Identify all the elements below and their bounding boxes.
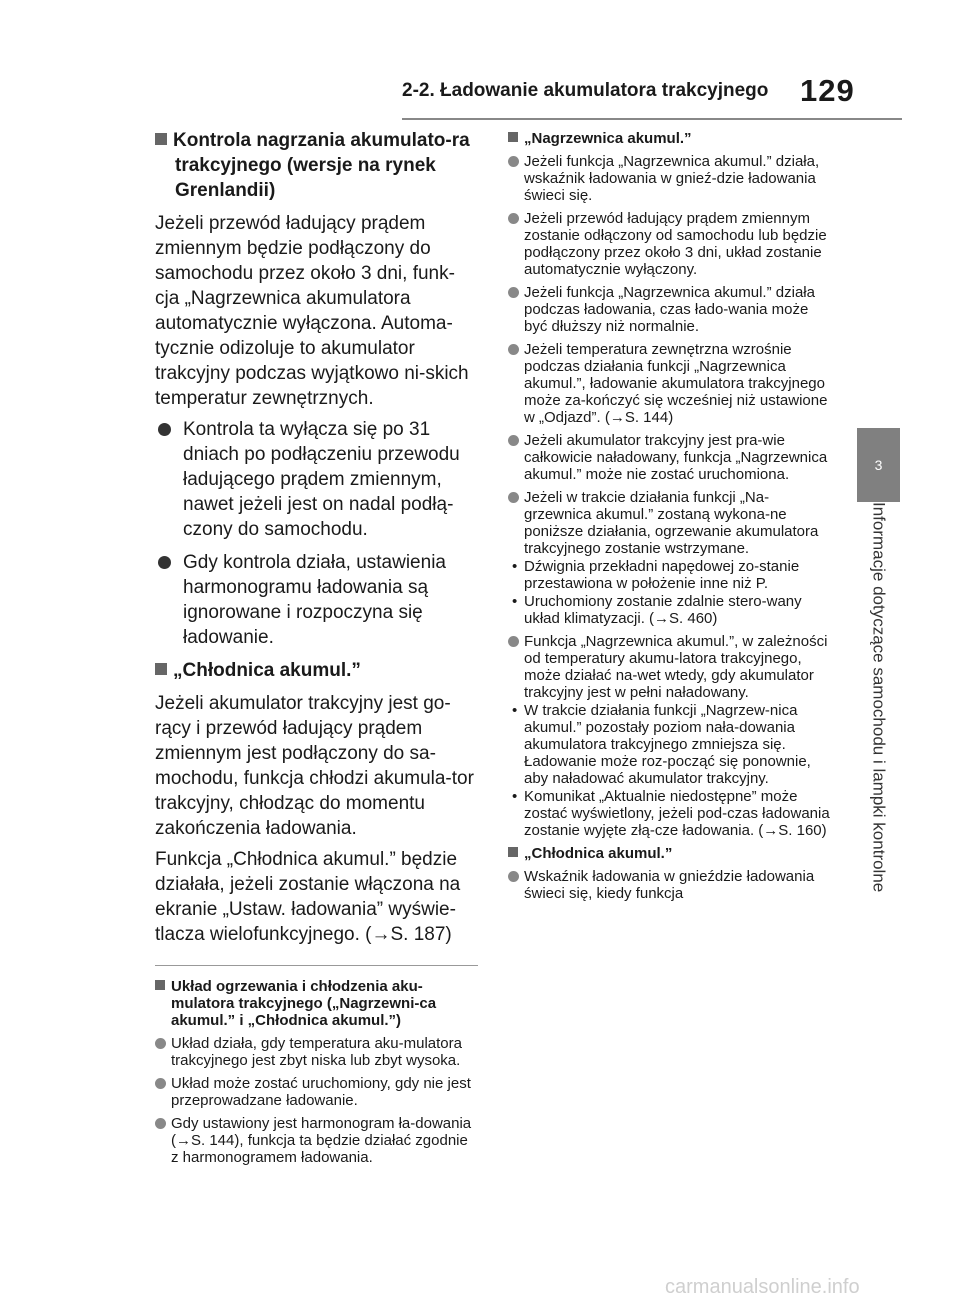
note-heading [508, 845, 833, 862]
right-column [508, 130, 833, 908]
list-item [155, 417, 478, 542]
note-item-text: Jeżeli funkcja „Nagrzewnica akumul.” działa podczas ładowania, czas łado-wania może być dłuższy niż normalnie. [524, 284, 815, 335]
body-paragraph: Jeżeli przewód ładujący prądem zmiennym będzie podłączony do samochodu przez około 3 dni, funk-cja „Nagrzewnica akumulatora automatycznie wyłączona. Automa-tycznie odizoluje to akumulator trakcyjny podczas wyjątkowo ni-skich temperatur zewnętrznych. [155, 213, 469, 409]
circle-bullet-icon [508, 287, 519, 298]
square-bullet-icon [508, 847, 518, 857]
square-bullet-icon [155, 663, 167, 675]
circle-bullet-icon [158, 556, 171, 569]
list-item-text: Kontrola ta wyłącza się po 31 dniach po podłączeniu przewodu ładującego prądem zmiennym, nawet jeżeli jest on nadal podłą-czony do samochodu. [183, 419, 460, 540]
note-item-text: Jeżeli przewód ładujący prądem zmiennym zostanie odłączony od samochodu lub będzie podłączony przez około 3 dni, układ zostanie automatycznie wyłączony. [524, 210, 827, 278]
circle-bullet-icon [508, 636, 519, 647]
circle-bullet-icon [508, 871, 519, 882]
note-heading-text: Układ ogrzewania i chłodzenia aku-mulatora trakcyjnego („Nagrzewni-ca akumul.” i „Chłodnica akumul.”) [171, 978, 437, 1029]
note-item-text: Gdy ustawiony jest harmonogram ła-dowania (→S. 144), funkcja ta będzie działać zgodnie z harmonogramem ładowania. [171, 1115, 472, 1166]
circle-bullet-icon [155, 1118, 166, 1129]
note-item [508, 284, 833, 335]
circle-bullet-icon [155, 1078, 166, 1089]
circle-bullet-icon [508, 344, 519, 355]
chapter-side-label-text: Informacje dotyczące samochodu i lampki kontrolne [869, 502, 889, 893]
note-item [508, 153, 833, 204]
circle-bullet-icon [508, 156, 519, 167]
list-item-text: Gdy kontrola działa, ustawienia harmonogramu ładowania są ignorowane i rozpoczyna się ładowanie. [183, 552, 446, 648]
section-heading [155, 128, 478, 203]
note-heading [508, 130, 833, 147]
note-item-text: Jeżeli akumulator trakcyjny jest pra-wie całkowicie naładowany, funkcja „Nagrzewnica akumul.” może nie zostać uruchomiona. [524, 432, 828, 483]
note-heading [155, 978, 478, 1029]
note-item [508, 341, 833, 426]
circle-bullet-icon [508, 435, 519, 446]
note-item [155, 1075, 478, 1109]
sub-item: • Uruchomiony zostanie zdalnie stero-wany układ klimatyzacji. (→S. 460) [508, 593, 833, 627]
note-item-text: Jeżeli w trakcie działania funkcji „Na-grzewnica akumul.” zostaną wykona-ne poniższe działania, ogrzewanie akumulatora trakcyjnego zostanie wstrzymane. [524, 489, 819, 557]
circle-bullet-icon [508, 492, 519, 503]
circle-bullet-icon [158, 423, 171, 436]
note-item [508, 868, 833, 902]
chapter-tab: 3 [857, 428, 900, 502]
body-paragraph: Funkcja „Chłodnica akumul.” będzie działała, jeżeli zostanie włączona na ekranie „Ustaw. ładowania” wyświe-tlacza wielofunkcyjnego. (→S. 187) [155, 849, 461, 945]
sub-item: • Komunikat „Aktualnie niedostępne” może zostać wyświetlony, jeżeli pod-czas ładowania zostanie wyjęte złą-cze ładowania. (→S. 160) [508, 788, 833, 839]
circle-bullet-icon [508, 213, 519, 224]
section-heading-text: „Chłodnica akumul.” [173, 660, 361, 681]
sub-item: • W trakcie działania funkcji „Nagrzew-nica akumul.” pozostały poziom nała-dowania akumulatora trakcyjnego zmniejsza się. Ładowanie może roz-począć się ponownie, aby naładować akumulator trakcyjny. [508, 702, 833, 787]
left-column [155, 128, 478, 1172]
sub-item: • Dźwignia przekładni napędowej zo-stanie przestawiona w położenie inne niż P. [508, 558, 833, 592]
note-item [508, 633, 833, 701]
note-item-text: Układ może zostać uruchomiony, gdy nie jest przeprowadzane ładowanie. [171, 1075, 471, 1109]
square-bullet-icon [155, 133, 167, 145]
section-heading-text: Kontrola nagrzania akumulato-ra trakcyjnego (wersje na rynek Grenlandii) [173, 130, 470, 201]
page-number: 129 [800, 73, 855, 108]
note-item-text: Jeżeli temperatura zewnętrzna wzrośnie podczas działania funkcji „Nagrzewnica akumul.”, ładowanie akumulatora trakcyjnego może za-kończyć się wcześniej niż ustawione w „Odjazd”. (→S. 144) [524, 341, 828, 426]
section-heading [155, 658, 478, 683]
list-item [155, 550, 478, 650]
chapter-side-label [857, 502, 900, 962]
note-heading-text: „Chłodnica akumul.” [524, 845, 673, 862]
note-item [508, 210, 833, 278]
page-header-title: 2-2. Ładowanie akumulatora trakcyjnego [402, 80, 769, 101]
note-item-text: Funkcja „Nagrzewnica akumul.”, w zależności od temperatury akumu-latora trakcyjnego, może działać na-wet wtedy, gdy akumulator trakcyjny jest w pełni naładowany. [524, 633, 828, 701]
circle-bullet-icon [155, 1038, 166, 1049]
note-item [508, 489, 833, 557]
note-item [508, 432, 833, 483]
watermark-text: carmanualsonline.info [665, 1276, 860, 1298]
note-item-text: Jeżeli funkcja „Nagrzewnica akumul.” działa, wskaźnik ładowania w gnieź-dzie ładowania świeci się. [524, 153, 820, 204]
note-item [155, 1115, 478, 1166]
note-item [155, 1035, 478, 1069]
note-heading-text: „Nagrzewnica akumul.” [524, 130, 692, 147]
note-item-text: Układ działa, gdy temperatura aku-mulatora trakcyjnego jest zbyt niska lub zbyt wysoka. [171, 1035, 462, 1069]
body-paragraph: Jeżeli akumulator trakcyjny jest go-rący i przewód ładujący prądem zmiennym jest podłączony do sa-mochodu, funkcja chłodzi akumula-tor trakcyjny, chłodząc do momentu zakończenia ładowania. [155, 693, 474, 839]
square-bullet-icon [508, 132, 518, 142]
note-divider [155, 965, 478, 966]
note-item-text: Wskaźnik ładowania w gnieździe ładowania świeci się, kiedy funkcja [524, 868, 815, 902]
header-divider [402, 118, 902, 120]
square-bullet-icon [155, 980, 165, 990]
